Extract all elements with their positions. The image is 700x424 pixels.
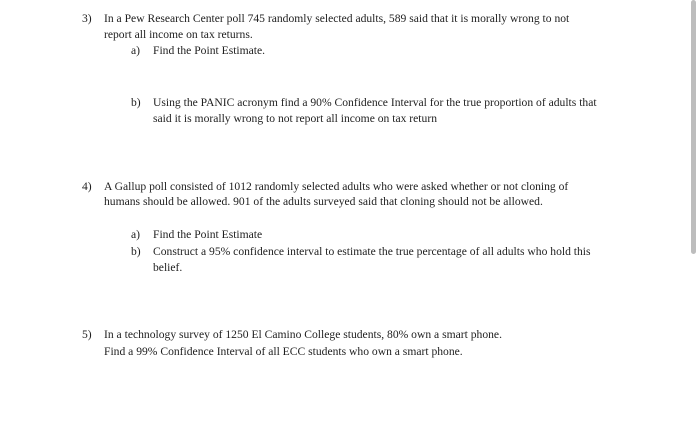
question-5-line-1 xyxy=(82,328,502,342)
question-text: In a technology survey of 1250 El Camino College students, 80% own a smart phone. xyxy=(104,328,502,341)
question-text: In a Pew Research Center poll 745 randomly selected adults, 589 said that it is morally wrong to not xyxy=(104,12,570,25)
part-label: a) xyxy=(131,228,141,241)
question-5-line-2: Find a 99% Confidence Interval of all ECC students who own a smart phone. xyxy=(104,345,463,358)
question-4-line-2: humans should be allowed. 901 of the adults surveyed said that cloning should not be allowed. xyxy=(104,195,543,208)
question-3-part-b-line-1 xyxy=(131,96,597,110)
part-text: Find the Point Estimate. xyxy=(153,44,266,57)
question-text: A Gallup poll consisted of 1012 randomly selected adults who were asked whether or not cloning of xyxy=(104,180,569,193)
question-3-part-a xyxy=(131,44,265,58)
part-label: b) xyxy=(131,245,141,258)
vertical-scrollbar[interactable] xyxy=(691,0,696,254)
part-label: a) xyxy=(131,44,141,57)
question-number: 4) xyxy=(82,180,92,193)
question-number: 3) xyxy=(82,12,92,25)
part-text: Using the PANIC acronym find a 90% Confidence Interval for the true proportion of adults that xyxy=(153,96,597,109)
question-3-part-b-line-2: said it is morally wrong to not report all income on tax return xyxy=(153,112,437,125)
question-3-line-1 xyxy=(82,12,569,26)
part-text: Construct a 95% confidence interval to estimate the true percentage of all adults who hold this xyxy=(153,245,591,258)
part-label: b) xyxy=(131,96,141,109)
question-4-part-b-line-1 xyxy=(131,245,591,259)
part-text: Find the Point Estimate xyxy=(153,228,263,241)
question-number: 5) xyxy=(82,328,92,341)
question-4-part-a xyxy=(131,228,262,242)
question-4-line-1 xyxy=(82,180,568,194)
question-3-line-2: report all income on tax returns. xyxy=(104,28,253,41)
question-4-part-b-line-2: belief. xyxy=(153,261,183,274)
